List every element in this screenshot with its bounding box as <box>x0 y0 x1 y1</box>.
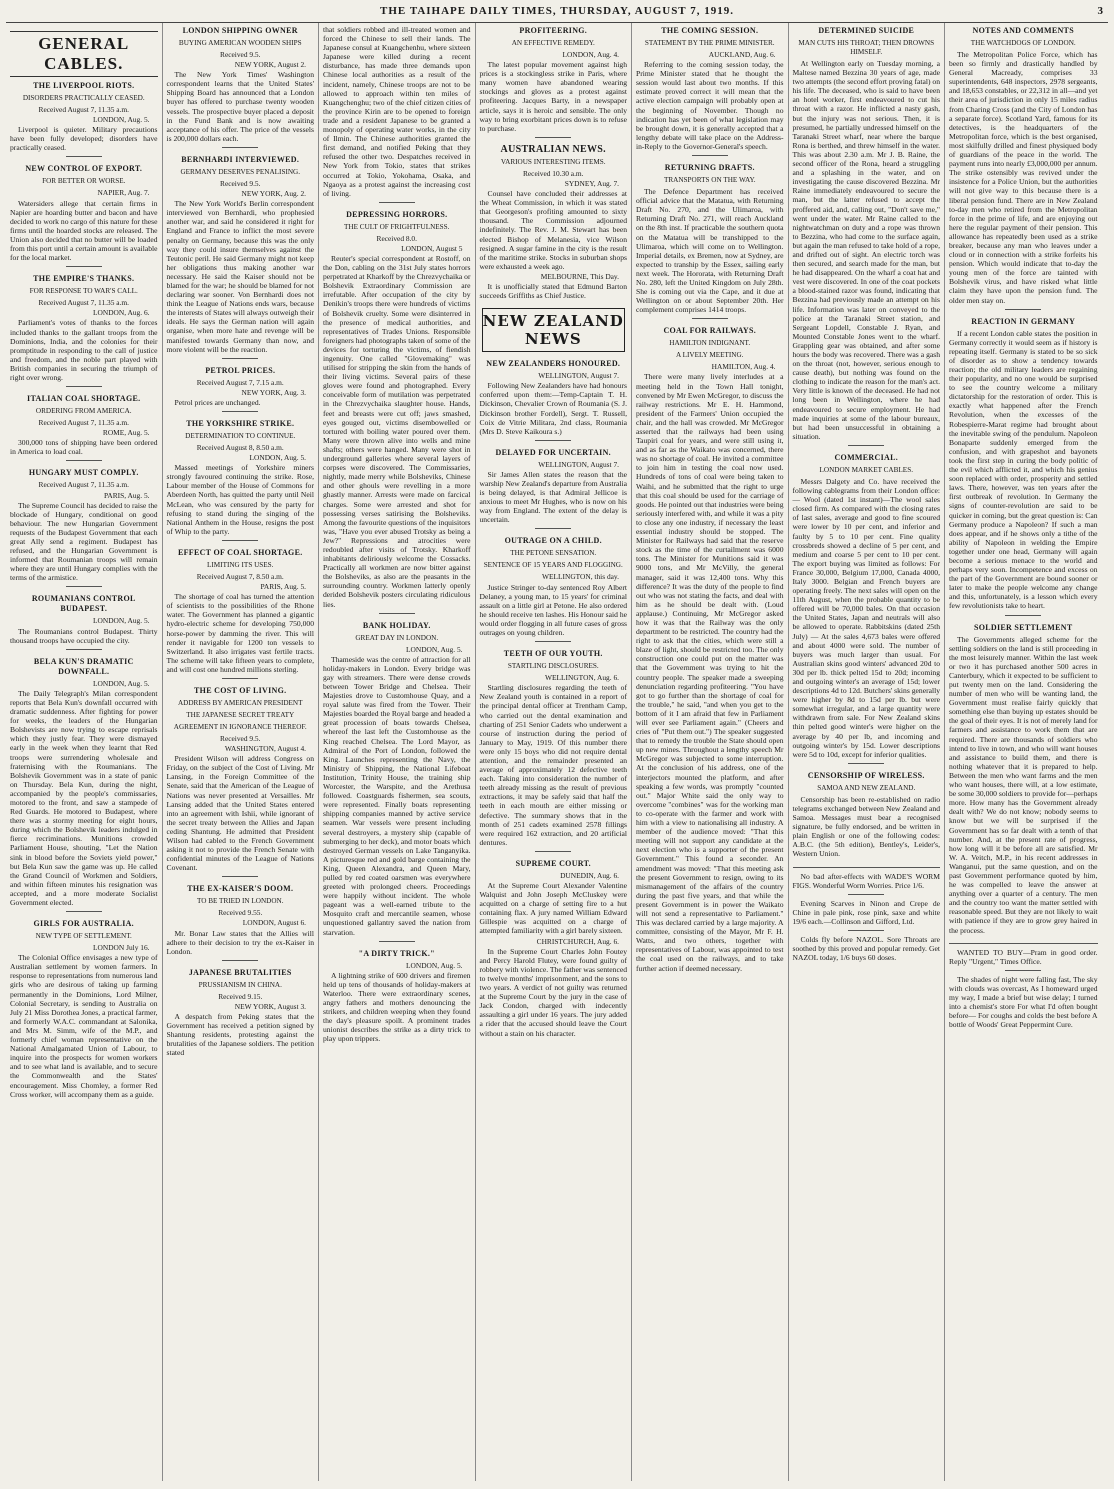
headline: ITALIAN COAL SHORTAGE. <box>27 394 141 404</box>
subheadline: A LIVELY MEETING. <box>676 351 744 360</box>
received-line: Received August 7, 11.35 a.m. <box>38 105 129 114</box>
divider <box>66 911 102 912</box>
article-body: If a recent London cable states the position in Germany correctly it would seem as if history is repeating itself. Germany is stated to be so sick of disorder as to show a tendency towards reaction; the old military leaders are regaining their popularity, and no one would be surprised to see the country welcome a military dictatorship for the restoration of order. This is exactly what happened after the French Revolution, when the excesses of the Robespierre-Marat regime had brought about the inevitable swing of the pendulum. Napoleon Bonaparte suddenly emerged from the confusion, and with grapeshot and bayonets took the first step in curing the body politic of the evil which afflicted it, and which his genius soon replaced with order, prosperity and settled laws. There, however, was ten years after the first outbreak of revolution. In Germany the signs of counter-revolution are said to be quicker in coming, but the great question is: Can Germany produce a Napoleon? If such a man does appear, and if he shows only a tithe of the ability of Napoleon in welding the Empire together under one head, Germany will again become a serious menace to the world and perhaps very soon. Incompetence and excess on the part of the Government are bound sooner or later to make the people welcome any change and this, unfortunately, is a lesson which every few revolutionists take to heart. <box>949 328 1098 611</box>
article-notes-comments <box>949 26 1098 305</box>
headline: NEW CONTROL OF EXPORT. <box>25 164 143 174</box>
headline: COMMERCIAL. <box>834 452 899 462</box>
subheadline: AGREEMENT IN IGNORANCE THEREOF. <box>173 722 307 731</box>
received-line: Received 9.5. <box>220 178 261 188</box>
article-body: President Wilson will address Congress on Friday, on the subject of the Cost of Living. Mr Lansing, in the Foreign Committee of the Senate, said that the American of the League of Nations was never presented at Versailles. Mr Lansing added that the United States entered into an agreement with Ishii, while ignorant of the secret treaty between the Allies and Japan ceding Shantung. He admitted that President Wilson had cabled to the French Government asking it not to provide the French Senate with confidential minutes of the League of Nations Covenant. <box>166 754 314 873</box>
dateline: LONDON, Aug. 5. <box>249 453 306 463</box>
dateline: PARIS, Aug. 5. <box>260 582 306 592</box>
article-body: Justice Stringer to-day sentenced Roy Albert Delaney, a young man, to 15 years' for criminal assault on a little girl at Petone. He also ordered he should receive ten lashes. His Honour said he would order flogging in all future cases of gross outrages on young children. <box>479 582 627 638</box>
divider <box>222 876 258 877</box>
subheadline: THE CULT OF FRIGHTFULNESS. <box>344 222 450 231</box>
headline: EFFECT OF COAL SHORTAGE. <box>177 547 303 557</box>
headline: SOLDIER SETTLEMENT <box>973 622 1073 632</box>
article-body: Thameside was the centre of attraction for all holiday-makers in London. Every bridge was gay with streamers. There were dense crowds between Tower Bridge and Chelsea. Their Majesties drove to Customhouse Quay, and a royal salute was fired from the Tower. Their Majesties boarded the Royal barge and headed a great procession of boats towards Chelsea, whereof the last left the Customhouse as the King reached Chelsea. The Lord Mayor, as Admiral of the Port of London, followed the King. Launches representing the Navy, the Ministry of Shipping, the National Lifeboat Institution, Trinity House, the training ship Worcester, the Warspite, and the Arethusa followed. Coastguards fishermen, sea scouts, were represented. Finally boats representing shipping companies manned by active service seamen. War vessels were present including several destroyers, a mystery ship (capable of submerging to her deck), and motor boats which destroyed German vessels on Lake Tanganyika. A picturesque red and gold barge containing the King, Queen Alexandra, and Queen Mary, pulled by red coated oarsmen was everywhere greeted with prolonged cheers. Proceedings were happily without incident. The whole pageant was a well-earned tribute to the Mosquito craft and mercantile seamen, whose unquestioned gallantry saved the nation from starvation. <box>323 654 471 937</box>
article-body: The Metropolitan Police Force, which has been so firmly and drastically handled by General Macready, comprises 33 superintendents, 648 inspectors, 2978 sergeants, and 18,653 constables, or 22,312 in all—and yet their area of jurisdiction in only 15 miles radius from Charing Cross (and the City of London has a separate force). Scotland Yard, famous for its detectives, is the headquarters of the Metropolitan force, which is the best organised, most skilfully drilled and finest physiqued body of guardians of the peace in the world. The payment runs into nearly £3,000,000 per annum. The strike ostensibly was revived under the insistence for a Police Union, but the authorities will not give way to this because there is a liberal pension fund. There are in New Zealand to-day men who retired from the Metropolitan force in the prime of life, and are enjoying out here the regular payment of their pension. This allowance has repeatedly been used as a strike breaker, because any man who leaves under a cloud or in connection with a strike forfeits his pension. Which would indicate that to-day the young men of the force are tainted with Bolshevik virus, and have risked what little claim they have upon the pension fund. The older men stay on. <box>949 50 1098 305</box>
dateline: NEW YORK, Aug. 3. <box>241 387 306 397</box>
subheadline: LIMITING ITS USES. <box>207 560 274 569</box>
divider <box>535 440 571 441</box>
subheadline: FOR BETTER OR WORSE. <box>42 177 126 186</box>
dateline: LONDON, August 6. <box>242 918 306 928</box>
dateline: PARIS, Aug. 5. <box>103 490 150 500</box>
article-body: There were many lively interludes at a meeting held in the Town Hall tonight, convened by Mr Ewen McGregor, to discuss the railway restrictions. Mr E. H. Hammond, president of the Farmers' Union occupied the chair, and the hall was crowded. Mr McGregor asserted that the railways had been using Taupiri coal for years, and were still using it, and as far as the Waikato was concerned, there was no shortage of coal. He invited a committee to join him in testing the coal now used. Hundreds of tons of coal were being taken to Waihi, and he submitted that the right to urge that this coal should be used for the carriage of goods. He pointed out that industries were being seriously interfered with, and while it was a pity to close any one industry, if necessary the least essential industry should be stopped. The Minister for Railways had said that the reserve stock as the time of the curtailment was 6000 tons. The Minister for Munitions said it was 9000 tons, and Mr McVilly, the general manager, said it was 12,400 tons. Why this difference? It was the duty of the people to find out who was not stating the facts, and deal with him as he should be dealt with. (Loud applause.) Continuing, Mr McGregor asked how it was that the Railway was the only department to be restricted. The country had the right to ask that the cities, which were still a blaze of light, should be restricted too. The only construction one could put on the matter was that the Government was trying to hit the country people. The speaker made a sweeping denunciation regarding profiteering. "You have got to go further than the shortage of coal for the trouble," he said, "and when you get to the bottom of it I am afraid that few in Parliament will ever see Parliament again." (Cheers and cries of "Put them out.") The speaker suggested that to remedy the trouble the State should open up new mines. Throughout a lengthy speech Mr McGregor was subjected to some interruption. At the conclusion of his address, one of the interjectors mounted the platform, and after speaking a few words, was promptly "counted out." Major White said the only way to overcome "combines" was for the working man to co-operate with the farmer and work with him with a view to nationalising all industry. A member of the audience moved: "That this meeting will not support any candidate at the next election who is a supporter of the present Government." This found a seconder. An amendment was moved: "That this meeting ask the present Government to resign, owing to its mismanagement of the affairs of the country during the past five years, and that while the present Government is in power the Waikato will not send a representative to Parliament." This was declared carried by a large majority. A committee, consisting of the Mayor, Mr F. H. Watts, and two others, together with representatives of Labour, was appointed to test the coal used on the railways, and to take further action if deemed necessary. <box>636 372 784 973</box>
column-1 <box>6 23 163 1481</box>
headline: TEETH OF OUR YOUTH. <box>503 649 603 659</box>
subheadline: SENTENCE OF 15 YEARS AND FLOGGING. <box>483 561 623 570</box>
subheadline: GREAT DAY IN LONDON. <box>355 633 439 642</box>
received-line: Received 9.55. <box>218 908 263 918</box>
divider <box>66 460 102 461</box>
general-cables-banner: GENERAL CABLES. <box>10 31 158 77</box>
subheadline: LONDON MARKET CABLES. <box>819 465 913 474</box>
divider <box>848 763 884 764</box>
article-shipping-owner <box>167 26 315 143</box>
ad-worm-figs: No bad after-effects with WADE'S WORM FIGS. Wonderful Worm Worries. Price 1/6. <box>792 871 940 890</box>
subheadline: BUYING AMERICAN WOODEN SHIPS <box>178 39 302 47</box>
dateline: ROME, Aug. 5. <box>102 428 150 438</box>
article-censorship <box>793 771 941 859</box>
headline: DETERMINED SUICIDE <box>818 26 915 35</box>
new-zealand-news-banner: NEW ZEALAND NEWS <box>482 308 626 352</box>
divider <box>1005 970 1041 971</box>
headline: COAL FOR RAILWAYS. <box>663 326 757 336</box>
subheadline: TRANSPORTS ON THE WAY. <box>663 176 756 185</box>
page-number: 3 <box>1097 5 1104 17</box>
headline: SUPREME COURT. <box>515 858 591 868</box>
article-body: The Roumanians control Budapest. Thirty thousand troops have occupied the city. <box>10 626 158 645</box>
headline: PETROL PRICES. <box>205 365 276 375</box>
article-body: The shortage of coal has turned the attention of scientists to the possibilities of the Rhone water. The Government has planned a gigantic hydro-electric scheme for developing 750,000 horse-power by damming the river. This will render it navigable for 1200 ton vessels to Switzerland. It also irrigates vast fertile tracts. The scheme will take fifteen years to complete, and will cost one hundred millions sterling. <box>166 592 314 674</box>
dateline: NEW YORK, August 2. <box>234 60 306 70</box>
headline: THE LIVERPOOL RIOTS. <box>33 81 135 90</box>
ad-wanted-pram: WANTED TO BUY—Pram in good order. Reply "Urgent," Times Office. <box>949 947 1098 966</box>
article-cost-of-living <box>167 686 315 872</box>
received-line: Received 9.15. <box>218 991 263 1001</box>
article-outrage <box>480 536 628 637</box>
masthead <box>6 0 1108 23</box>
article-body: At the Supreme Court Alexander Valentine Walquist and John Joseph McCluskey were acquitted on a charge of setting fire to a hut containing flax. A jury named William Edward Gillespie was acquitted on a charge of attempted familiarity with a girl barely sixteen. <box>479 881 627 936</box>
divider <box>379 202 415 203</box>
article-profiteering <box>480 26 628 133</box>
ad-nazol: Colds fly before NAZOL. Sore Throats are soothed by this proved and popular remedy. Get NAZOL today, 1/6 buys 60 doses. <box>792 934 940 963</box>
received-line: Received August 7, 11.35 a.m. <box>38 298 129 308</box>
subheadline: STATEMENT BY THE PRIME MINISTER. <box>644 39 775 47</box>
headline: CENSORSHIP OF WIRELESS. <box>807 770 925 780</box>
received-line: Received August 7, 11.35 a.m. <box>38 418 129 428</box>
subheadline: AN EFFECTIVE REMEDY. <box>511 39 595 47</box>
subheadline: THE JAPANESE SECRET TREATY <box>186 710 295 719</box>
dateline: DUNEDIN, Aug. 6. <box>560 870 619 880</box>
subheadline: ADDRESS BY AMERICAN PRESIDENT <box>177 698 303 707</box>
dateline: SYDNEY, Aug. 7. <box>564 178 619 188</box>
subheadline: VARIOUS INTERESTING ITEMS. <box>500 157 606 166</box>
subheadline: GERMANY DESERVES PENALISING. <box>180 167 301 176</box>
article-roumanians <box>10 594 158 644</box>
divider <box>1005 615 1041 616</box>
article-girls-australia <box>10 919 158 1099</box>
article-delayed <box>480 448 628 525</box>
subheadline: PRUSSIANISM IN CHINA. <box>198 980 282 989</box>
masthead-title: THE TAIHAPE DAILY TIMES, THURSDAY, AUGUST 7, 1919. <box>380 5 734 17</box>
headline: LONDON SHIPPING OWNER <box>182 26 298 35</box>
article-empire-thanks <box>10 274 158 382</box>
headline: BERNHARDI INTERVIEWED. <box>181 154 300 164</box>
headline: DELAYED FOR UNCERTAIN. <box>495 447 611 457</box>
headline: THE COMING SESSION. <box>661 26 759 35</box>
headline: AUSTRALIAN NEWS. <box>500 143 606 155</box>
advertisements <box>793 867 941 963</box>
dateline: LONDON, Aug. 5. <box>406 960 463 970</box>
divider <box>222 411 258 412</box>
article-coal-railways <box>636 326 784 972</box>
article-body: It is unofficially stated that Edmund Barton succeeds Griffiths as Chief Justice. <box>479 281 627 301</box>
article-commercial <box>793 453 941 759</box>
subheadline: HAMILTON INDIGNANT. <box>669 339 751 348</box>
dateline: LONDON, Aug. 5. <box>406 644 463 654</box>
dateline: LONDON, Aug. 6. <box>93 308 150 318</box>
column-3 <box>319 23 476 1481</box>
article-body: The New York World's Berlin correspondent interviewed von Bernhardi, who prophesied another war, and said he considered it right for England and France to inflict the most severe penalty on Germany, because this was the only way they could insure themselves against the Teutonic peril. He said Germany might not keep her obligations thus making another war necessary. He said the Kaiser should not be blamed for the war; he should be blamed for not declaring war sooner. Von Bernhardi does not think the League of Nations ends wars, because the interests of States will always outweigh their ideals. He says the German nation will again organise, when more hate and revenge will be manifested towards Germany than now, and more violent will be the reaction. <box>166 199 314 354</box>
headline: DEPRESSING HORRORS. <box>346 209 448 219</box>
subheadline: THE WATCHDOGS OF LONDON. <box>970 39 1076 47</box>
subheadline: NEW TYPE OF SETTLEMENT. <box>35 932 132 941</box>
article-body: Counsel have concluded their addresses at the Wheat Commission, in which it was stated that Georgeson's profiting amounted to sixty thousand. The Commission adjourned indefinitely. The Rev. J. M. Stewart has been elected Bishop of Melanesia, vice Wilson resigned. A sugar famine in the city is the result of the maritime strike. Stocks in suburban shops were exhausted a week ago. <box>479 189 627 271</box>
headline: REACTION IN GERMANY <box>971 316 1076 326</box>
article-body: The Daily Telegraph's Milan correspondent reports that Bela Kun's downfall occurred with dramatic suddenness. After fighting for power for weeks, the leaders of the Hungarian Bolshevists are now trying to escape reprisals which they justly fear. They were dismayed early in the week when they learnt that Red troops were surrendering wholesale and fraternising with the Roumanians. The Bolshevik Government was in a state of panic on Thursday. Bela Kun, during the night, accompanied by the people's commissaries, motored to the front, and saw a stampede of Red Guards. He motored to Budapest, where there was a stormy meeting for eight hours, during which the Bolshevik leaders indulged in fierce recriminations. Munitions crowded Parliament House, shouting, "Let the Nation sink in blood before the Soviets yield power," but Bela Kun saw the game was up. He called the Grand Council of Workmen and Soldiers, and within fifteen minutes his resignation was accepted, and a more moderate Socialist Government elected. <box>10 688 158 907</box>
divider <box>222 147 258 148</box>
divider <box>222 678 258 679</box>
article-soldier-settlement <box>949 623 1098 935</box>
received-line: Received August 8, 8.50 a.m. <box>196 443 284 452</box>
article-body: that soldiers robbed and ill-treated women and forced the Chinese to sell their lands. The Japanese consul at Kuangchenhu, where sixteen Japanese were killed during a recent disturbance, has made three demands upon Chinese local authorities as a result of the incident, namely, Chinese troops are not to be allowed to approach within ten miles of Kuangchenghu; two of the chief citizen cities of the province Kirin are to be opened to foreign trade and a resident Japanese to be granted a monopoly of operating water works, in the city of Ilmin. The Chinese authorities granted the first demand, and notified Peking that they refused the other two. Despatches received in New York from Tokio, states that strikes occurred at Tokio, Yokohama, Osaka, and Ngaoya as a protest against the increasing cost of living. <box>323 25 471 198</box>
divider <box>848 445 884 446</box>
article-japanese-brutalities <box>167 968 315 1058</box>
article-export-control <box>10 164 158 262</box>
subheadline: ORDERING FROM AMERICA. <box>35 407 132 416</box>
article-coming-session <box>636 26 784 151</box>
dateline: AUCKLAND, Aug. 6. <box>708 50 776 59</box>
article-body: 300,000 tons of shipping have been ordered in America to load coal. <box>10 438 158 457</box>
divider <box>692 318 728 319</box>
column-7 <box>945 23 1102 1481</box>
article-body: Censorship has been re-established on radio telegrams exchanged between New Zealand and Samoa. Messages must bear a recognised signature, be fully endorsed, and be written in plain English or one of the following codes: A.B.C. (the 5th edition), Bentley's, Leider's, Western Union. <box>792 794 940 859</box>
article-bela-kun <box>10 657 158 907</box>
headline: PROFITEERING. <box>519 26 588 35</box>
divider <box>535 641 571 642</box>
article-body: Messrs Dalgety and Co. have received the following cablegrams from their London office:— Wool (dated 1st instant)—The wool sales closed firm. As compared with the closing rates of last sales, average and good to fine scoured were lower by 10 per cent, and inferior and faulty by 5 to 10 per cent. Fine quality crossbreds showed a decline of 5 per cent, and medium and coarse 5 per cent to 10 per cent. The export buying was limited as follows: For France 30,000, Belgium 17,000, Canada 4000, Italy 3000. Belgian and French buyers are operating freely. The next sales will open on the 11th August, when the probable quantity to be offered will be 70,000 bales. On that occasion the United States, Japan and neutrals will also be allowed to operate. Rabbitskins (dated 25th July) — At the sales 4,673 bales were offered and about 4000 were sold. The number of buyers was much larger than usual. For Australian skins good winters' advanced 20d to 30d per lb. thick pelted 15d to 20d; incoming and outgoing winter's an average of 15d; lower descriptions 4d to 12d. Butchers' skins generally were higher by 8d to 15d per lb. but were somewhat irregular, and a large quantity were withdrawn from sale. For New Zealand skins thin pelted good winter's were higher on the average by 40 per lb, and incoming and outgoing winter's by 15d. Lower descriptions were 5d to 10d, except for inferior qualities. <box>792 476 940 759</box>
divider <box>222 960 258 961</box>
article-body: Referring to the coming session today, the Prime Minister stated that he thought the session would last about two months. If this estimate proved correct it will mean that the active election campaign will probably open at the beginning of November. Though no indication has yet been of what legislation may be brought down, it is generally accepted that a lengthy debate will take place on the Address-in-Reply to the Governor-General's speech. <box>636 60 784 151</box>
article-body: Massed meetings of Yorkshire miners strongly favoured continuing the strike. Rose, Labour member of the House of Commons for Aberdeen North, has quitted the party until Neil McLean, who was censured by the party for refusing to stand during the singing of the National Anthem in the House, resigns the post of Whip to the party. <box>166 463 314 536</box>
headline: THE COST OF LIVING. <box>194 685 287 695</box>
subheadline: DETERMINATION TO CONTINUE. <box>185 432 296 440</box>
headline: OUTRAGE ON A CHILD. <box>504 536 602 546</box>
article-returning-drafts <box>636 163 784 314</box>
article-body: Startling disclosures regarding the teeth of New Zealand youth is contained in a report of the principal dental officer at Trentham Camp, who carried out the dental examination and charting of 251 Senior Cadets who underwent a course of instruction during the period of January to May, 1919. Of this number there were only 15 boys who did not require dental attention, and the remainder presented an average of approximately 12 defective teeth each. Taking into consideration the number of teeth already missing as the result of previous extractions, it may be safely said that half the teeth in each mouth are either missing or defective. The summary shows that in the month of 251 cadets examined 2578 fillings were required 162 extraction, and 20 artificial dentures. <box>479 683 627 847</box>
headline: THE EMPIRE'S THANKS. <box>33 274 135 284</box>
dateline: WELLINGTON, August 7. <box>538 371 619 381</box>
article-body: The latest popular movement against high prices is a stockingless strike in Paris, where many women have abandoned wearing stockings and gloves as a protest against profiteering. Jacques Barty, in a newspaper article, says it is heroic and sensible. The only way to bring exorbitant prices down is to refuse to purchase. <box>479 60 627 133</box>
article-ex-kaiser <box>167 884 315 955</box>
article-body: The Governments alleged scheme for the settling soldiers on the land is still proceeding in the most leisurely manner. Within the last week or two it has purchased another 500 acres in Canterbury, which it expected to be sufficient to put twenty men on the land. Considering the number of men who will be wanting land, the Government must realise fairly quickly that something else than buying up estates should be the goal of their eyes. It is not of merely land for farmers and assistance to work them that are required. There are thousands of soldiers who intend to live in town, and who will want houses and assistance to build them, and there is nothing whatever that it is prepared to help. Between the men who want farms and the men who want houses, there will, at a low estimate, be some 30,000 soldiers to provide for—perhaps more. How many has the Government already dealt with? We do not know; nobody seems to know but we will be surprised if the Government has so far dealt with a tenth of that number. And, at the present rate of progress, how long will it be before all are satisfied. Mr W. A. Veitch, M.P., in his recent addresses in Wanganui, put the same question, and on the past Government performance quoted by him, he was compelled to leave the answer at anything over a quarter of a century. The men and the country too want the matter settled with reasonable speed. But they are not likely to wait with patience if they are to grow grey haired in the process. <box>949 634 1098 935</box>
divider <box>66 649 102 650</box>
article-teeth <box>480 649 628 847</box>
subheadline: FOR RESPONSE TO WAR'S CALL. <box>29 287 138 296</box>
headline: THE YORKSHIRE STRIKE. <box>186 419 295 428</box>
ad-woods-peppermint-verse: The shades of night were falling fast, The sky with clouds was overcast, As I homeward urged my way, I made a brief but wise delay; I turned into a chemist's store For what I'd often bought before— For coughs and colds the best before A bottle of Woods' Great Peppermint Cure. <box>949 974 1098 1030</box>
article-liverpool-riots <box>10 81 158 152</box>
article-body: Mr. Bonar Law states that the Allies will adhere to their decision to try the ex-Kaiser in London. <box>166 928 314 956</box>
headline: BANK HOLIDAY. <box>362 620 431 630</box>
article-body: The Colonial Office envisages a new type of Australian settlement by women farmers. In response to representations from numerous land girls who are desirous of taking up farming permanently in the Dominions, Lord Milner, Colonial Secretary, is sending to Australia on July 21 Miss Dorothea Jones, a practical farmer, and formerly W.A.C. commandant at Salonika, and Mrs M. Simm, wife of the M.P., and formerly chief woman representative on the National Amalgamated Union of Labour, to inquire into the prospects for women workers and to see what land is available, and to secure the Commonwealth and the States' encouragement. Miss Chomley, a former Red Cross worker, will accompany them as a guide. <box>10 953 158 1099</box>
article-yorkshire-strike <box>167 419 315 536</box>
headline: HUNGARY MUST COMPLY. <box>28 468 139 478</box>
article-australian-news <box>480 145 628 300</box>
subheadline: MAN CUTS HIS THROAT; THEN DROWNS HIMSELF. <box>798 39 935 56</box>
received-line: Received 10.30 a.m. <box>522 168 584 178</box>
article-japanese-continued <box>323 25 471 198</box>
headline: NOTES AND COMMENTS <box>972 26 1074 35</box>
headline: "A DIRTY TRICK." <box>358 948 435 958</box>
article-body: At Wellington early on Tuesday morning, a Maltese named Bezzina 30 years of age, made two attempts (the second effort proving fatal) on his life. The deceased, who is said to have been an hotel worker, first endeavoured to cut his throat with a razor. He inflicted a nasty gash, but the injury was not serious. Then, it is presumed, he partially undressed himself on the Taranaki Street wharf, near where the barque Rona is berthed, and threw himself in the water. This was about 2.30 a.m. Mr J. B. Raine, the second officer of the Rona, heard a struggling and a splashing in the water, and on investigating the cause discovered Bezzina. Mr Raine immediately endeavoured to secure the man, but the latter refused to accept the proffered aid, and, calling out, "Don't save me," went under the water. Mr Raine called to the nightwatchman on duty and a rope was thrown to Bezzina, who had come to the surface again, but again the man refused to take hold of a rope, and drifted out of sight. An electric torch was then secured, and search made for the man, but he had disappeared. On the wharf a coat hat and vest were discovered. In one of the coat pockets a blood-stained razor was found, indicating that Bezzina had previously made an attempt on his life. Information was later on conveyed to the police at the Taranaki Street station, and Sergeant Lopdell, Constable J. Ryan, and Mounted Constable Jones went to the wharf. Grappling gear was obtained, and after some hours the body was recovered. There was a gash on the throat (not, however, serious enough to cause death), but nothing was found on the clothing to indicate the reason for the man's act. Very little is known of the deceased. He had not long been in Wellington, where he had endeavoured to secure employment. He had made inquiries at some of the labour bureaux, but had been unsuccessful in obtaining a situation. <box>792 59 940 441</box>
article-body: Watersiders allege that certain firms in Napier are hoarding butter and bacon and have decided to work no cargo of this nature for these firms until the hoarded stocks are released. The Union also decided that no butter will be loaded from this port until a certain amount is available for the local market. <box>10 198 158 263</box>
dateline: NEW YORK, Aug. 2. <box>241 189 306 199</box>
columns <box>6 23 1108 1481</box>
divider <box>535 528 571 529</box>
headline: ROUMANIANS CONTROL BUDAPEST. <box>31 594 136 614</box>
divider <box>222 540 258 541</box>
subheadline: THE PETONE SENSATION. <box>510 549 597 558</box>
dateline: WELLINGTON, this day. <box>542 572 619 582</box>
divider <box>692 155 728 156</box>
article-coal-shortage <box>167 548 315 674</box>
divider <box>848 894 884 895</box>
article-body: The New York Times' Washington correspondent learns that the United States' Shipping Board has announced that a London buyer has offered to purchase twenty wooden vessels. The prospective buyer placed a deposit in the Fund Bank and is now awaiting acceptance of his offer. The price of the vessels is 200,000 dollars each. <box>166 70 314 143</box>
ad-evening-scarves: Evening Scarves in Ninon and Crepe de Chine in pale pink, rose pink, saxe and white 19/6 each.—Collinson and Gifford, Ltd. <box>792 898 940 926</box>
dateline: NEW YORK, August 3. <box>234 1001 306 1011</box>
headline: RETURNING DRAFTS. <box>664 163 755 173</box>
dateline: WELLINGTON, Aug. 6. <box>545 673 619 683</box>
received-line: Received August 7, 11.35 a.m. <box>38 480 129 490</box>
divider <box>848 930 884 931</box>
article-depressing-horrors <box>323 210 471 609</box>
article-body: Liverpool is quieter. Military precautions have been fully developed; disorders have practically ceased. <box>10 125 158 153</box>
article-reaction-germany <box>949 317 1098 611</box>
article-bank-holiday <box>323 621 471 937</box>
subheadline: TO BE TRIED IN LONDON. <box>196 897 284 906</box>
received-line: Received 8.0. <box>376 233 417 243</box>
dateline: WASHINGTON, August 4. <box>224 744 306 754</box>
headline: GIRLS FOR AUSTRALIA. <box>33 919 134 929</box>
article-determined-suicide <box>793 26 941 441</box>
headline: THE EX-KAISER'S DOOM. <box>187 884 294 894</box>
article-body: A despatch from Peking states that the Government has received a petition signed by Shantung residents, protesting against the brutalities of the Japanese soldiers. The petition stated <box>166 1012 314 1058</box>
article-body: Sir James Allen states the reason that the warship New Zealand's departure from Australia is being delayed, is that Admiral Jellicoe is anxious to meet Mr Hughes, who is now on his way from England. The extent of the delay is uncertain. <box>479 469 627 525</box>
dateline: WELLINGTON, August 7. <box>538 459 619 469</box>
divider <box>535 137 571 138</box>
subheadline: DISORDERS PRACTICALLY CEASED. <box>22 94 145 102</box>
subheadline: SAMOA AND NEW ZEALAND. <box>817 783 916 792</box>
column-5 <box>632 23 789 1481</box>
article-petrol-prices <box>167 366 315 407</box>
subheadline: STARTLING DISCLOSURES. <box>507 662 599 671</box>
received-line: Received 9.5. <box>220 733 261 743</box>
divider <box>222 358 258 359</box>
divider <box>66 386 102 387</box>
article-body: The Defence Department has received official advice that the Matatua, with Returning Draft No. 270, and the Ulimaroa, with Returning Draft No. 271, will reach Auckland on the 8th inst. If practicable the southern quota on the Matatua will be transhipped to the Ulimaroa, which will come on to Wellington. Imperial details, ex Bremen, now at Sydney, are expected to tranship by the Essex, sailing early next week. The Hororata, with Returning Draft No. 280, left the United Kingdom on July 28th. She is coming out via the Cape, and it due at Wellington on or about September 20th. Her complement comprises 1414 troops. <box>636 187 784 315</box>
divider <box>66 586 102 587</box>
divider <box>66 266 102 267</box>
article-supreme-court <box>480 859 628 1038</box>
divider <box>379 613 415 614</box>
headline: NEW ZEALANDERS HONOURED. <box>486 359 621 369</box>
dateline: NAPIER, Aug. 7. <box>97 188 150 198</box>
dateline: LONDON, Aug. 5. <box>93 616 150 626</box>
dateline: CHRISTCHURCH, Aug. 6. <box>536 936 619 946</box>
advertisements <box>949 943 1098 1030</box>
column-6 <box>789 23 946 1481</box>
article-body: The Supreme Council has decided to raise the blockade of Hungary, conditional on good behaviour. The new Hungarian Government requests of the Budapest Government that each great Ally send a regiment. Budapest has refused, and the Hungarian Government is informed that Roumanian troops will remain where they are until Hungary complies with the terms of the armistice. <box>10 500 158 583</box>
divider <box>1005 309 1041 310</box>
column-2 <box>163 23 320 1481</box>
divider <box>66 156 102 157</box>
divider <box>535 851 571 852</box>
article-dirty-trick <box>323 949 471 1044</box>
article-body: A lightning strike of 600 drivers and firemen held up tens of thousands of holiday-makers at Waterloo. There were extraordinary scenes, angry fathers and mothers denouncing the strikers, and children weeping when they found the day's pleasure spoilt. A prominent trades unionist describes the strike as a dirty trick to play upon trippers. <box>323 970 471 1044</box>
dateline: LONDON, Aug. 5. <box>93 115 150 125</box>
article-body: Reuter's special correspondent at Rostoff, on the Don, cabling on the 31st July states horrors perpetrated at Kharkoff by the Chrezvychaika or Bolshevik Extraordinary Commission are irrefutable. After occupation of the city by Denikin's troops there were hundreds of victims of Bolshevik cruelty. Some were disinterred in the presence of medical authorities, and representatives of Trades Unions. Responsible foreigners had photographs taken of some of the devices for torturing the victims, of fiendish ingenuity. One called "Glovemaking" was utilised for stripping the skin from the hands of their living victims. Several pairs of these gloves were found and photographed. Every conceivable form of mutilation was perpetrated in the Chrezvychaika slaughter house. Hands, feet and breasts were cut off; jaws smashed, eyes gouged out, victims disembowelled or tortured with boiling water poured over them. Many were thrown alive into wells and mine shafts; others were hanged. Many were shot in underground galleries where several layers of corpses were discovered. The Commissaries, nightly, made merry while Bolsheviks, Chinese and other ghouls were revelling in a more ghastly manner. Arrests were made on farcical charges. Some were arrested and shot for possessing verses satirising the Bolsheviks. Among the favourite questions of the inquisitors was, "Have you ever abused Trotsky as being a Jew?" Repressions and atrocities were redoubled after visits of Trotsky. Kharkoff inhabitants deliriously welcome the Cossacks. Practically all workmen are now bitter against the Bolsheviks, as also are the peasants in the surrounding country. Workmen latterly openly derided Bolshevik posters circulating ridiculous lies. <box>323 253 471 609</box>
dateline: LONDON, Aug. 4. <box>562 50 619 59</box>
article-bernhardi <box>167 155 315 354</box>
article-nz-honoured <box>480 359 628 436</box>
received-line: Received August 7, 8.50 a.m. <box>196 571 284 581</box>
dateline: MELBOURNE, This Day. <box>540 271 619 281</box>
article-italian-coal <box>10 394 158 456</box>
received-line: Received August 7, 7.15 a.m. <box>196 377 284 387</box>
article-body: Petrol prices are unchanged. <box>174 397 261 407</box>
article-body: Parliament's votes of thanks to the forces included thanks to the gallant troops from the Dominions, India, and the colonies for their promptitude in responding to the call of justice and freedom, and the noble part played with British companies in securing the triumph of right over wrong. <box>10 318 158 382</box>
article-body: Following New Zealanders have had honours conferred upon them:—Temp-Captain T. H. Dickinson, Chevalier Crown of Roumania (S. J. Dickinson brother Fordell), Sergt. T. Russell, Coix de Vitrie Militara, 2nd class, Roumania (Mrs D. Steve Kaikoura s.) <box>479 381 627 436</box>
article-hungary <box>10 468 158 582</box>
dateline: LONDON July 16. <box>93 943 150 953</box>
headline: BELA KUN'S DRAMATIC DOWNFALL. <box>33 656 134 676</box>
headline: JAPANESE BRUTALITIES <box>188 967 292 977</box>
received-line: Received 9.5. <box>220 50 261 59</box>
column-4 <box>476 23 633 1481</box>
dateline: LONDON, Aug. 5. <box>93 678 150 688</box>
dateline: HAMILTON, Aug. 4. <box>711 362 776 372</box>
dateline: LONDON, August 5 <box>401 243 463 253</box>
divider <box>379 941 415 942</box>
article-body: In the Supreme Court Charles John Foutey and Percy Harold Flutey, were found guilty of robbery with violence. The father was sentenced to twelve months' imprisonment, and the sons to two years. A verdict of not guilty was returned at the Supreme Court by the jury in the case of Jack Condon, charged with indecently assaulting a girl under 16 years. The jury added a rider that the accused should leave the Court without a stain on his character. <box>479 946 627 1038</box>
